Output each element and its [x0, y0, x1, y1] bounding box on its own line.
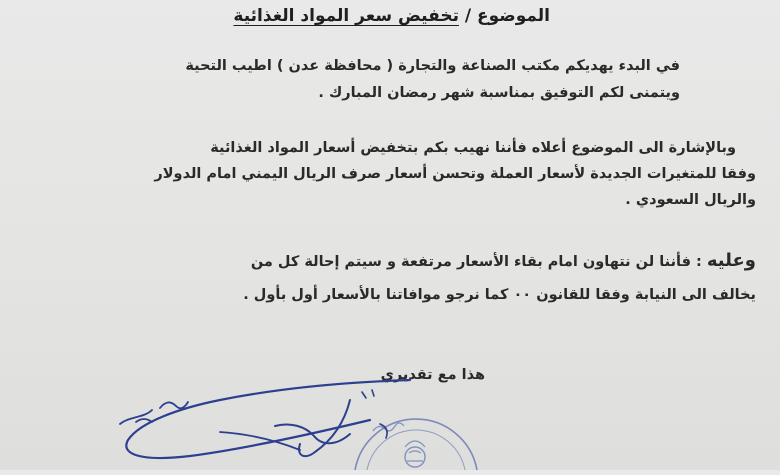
warning-line-1 [251, 250, 756, 271]
greeting-line-1: في البدء يهديكم مكتب الصناعة والتجارة ( محافظة عدن ) اطيب التحية [185, 58, 680, 74]
warning-line-1-text: : فأننا لن نتهاون امام بقاء الأسعار مرتفعة و سيتم إحالة كل من [250, 254, 702, 270]
subject-line [233, 6, 550, 26]
request-line-3: والريال السعودي . [625, 192, 756, 208]
request-line-2: وفقا للمتغيرات الجديدة لأسعار العملة وتحسن أسعار صرف الريال اليمني امام الدولار [154, 166, 756, 182]
handwritten-signature [100, 370, 520, 470]
warning-line-2: يخالف الى النيابة وفقا للقانون ٠٠ كما نرجو موافاتنا بالأسعار أول بأول . [243, 287, 756, 303]
subject-prefix: الموضوع / [464, 6, 550, 26]
greeting-line-2: ويتمنى لكم التوفيق بمناسبة شهر رمضان المبارك . [318, 85, 680, 101]
warning-lead: وعليه [706, 250, 756, 271]
subject-title: تخفيض سعر المواد الغذائية [233, 6, 459, 26]
request-line-1: وبالإشارة الى الموضوع أعلاه فأننا نهيب بكم بتخفيض أسعار المواد الغذائية [210, 140, 736, 156]
closing-line: هذا مع تقديري [380, 367, 485, 383]
